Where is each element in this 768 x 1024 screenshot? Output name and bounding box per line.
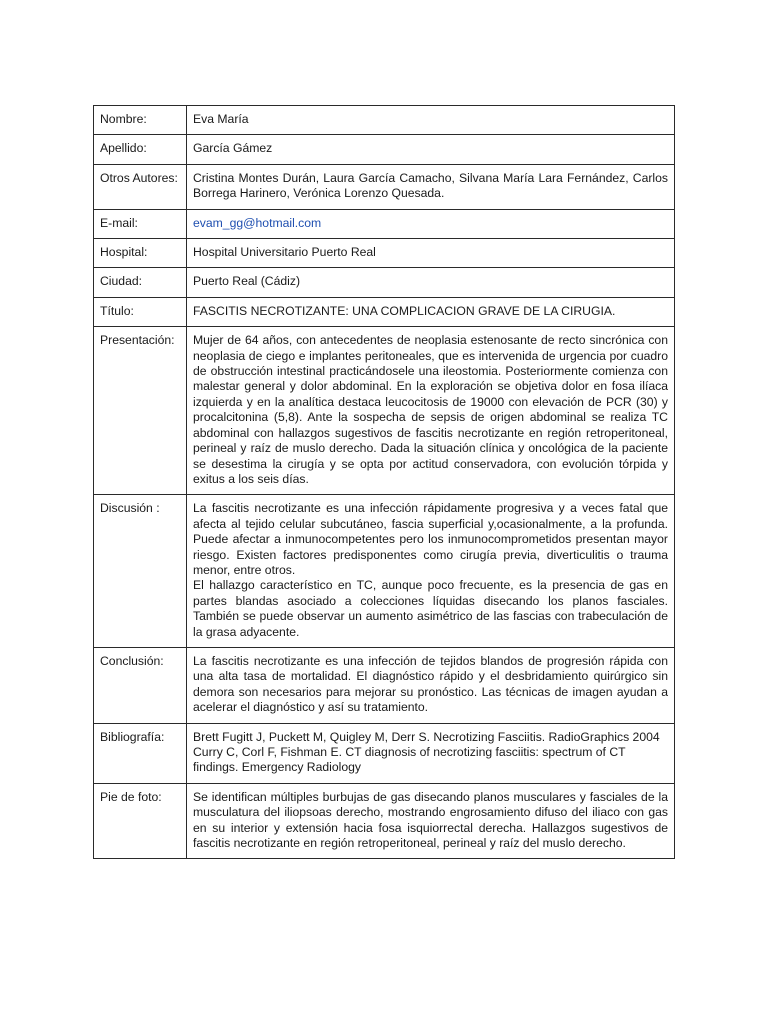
label-ciudad: Ciudad:	[94, 268, 187, 297]
label-nombre: Nombre:	[94, 106, 187, 135]
label-apellido: Apellido:	[94, 135, 187, 164]
value-nombre: Eva María	[187, 106, 675, 135]
row-otros-autores	[94, 164, 675, 209]
value-presentacion: Mujer de 64 años, con antecedentes de neoplasia estenosante de recto sincrónica con neoplasia de ciego e implantes peritoneales, que es intervenida de urgencia por cuadro de obstrucción intestinal practicándosele una ileostomia. Posteriormente comienza con malestar general y dolor abdominal. En la exploración se objetiva dolor en fosa ilíaca izquierda y en la analítica destaca leucocitosis de 19000 con elevación de PCR (30) y procalcitonina (5,8). Ante la sospecha de sepsis de origen abdominal se realiza TC abdominal con hallazgos sugestivos de fascitis necrotizante en región retroperitoneal, perineal y raíz de muslo derecho. Dada la situación clínica y oncológica de la paciente se desestima la cirugía y se opta por actitud conservadora, con evolución tórpida y exitus a los seis días.	[187, 327, 675, 495]
value-ciudad: Puerto Real (Cádiz)	[187, 268, 675, 297]
case-form-table	[93, 105, 675, 859]
label-bibliografia: Bibliografía:	[94, 723, 187, 783]
label-email: E-mail:	[94, 209, 187, 238]
row-presentacion	[94, 327, 675, 495]
label-discusion: Discusión :	[94, 495, 187, 648]
row-email	[94, 209, 675, 238]
row-titulo	[94, 297, 675, 326]
row-ciudad	[94, 268, 675, 297]
row-nombre	[94, 106, 675, 135]
value-hospital: Hospital Universitario Puerto Real	[187, 239, 675, 268]
label-otros-autores: Otros Autores:	[94, 164, 187, 209]
label-presentacion: Presentación:	[94, 327, 187, 495]
value-discusion: La fascitis necrotizante es una infección rápidamente progresiva y a veces fatal que afecta al tejido celular subcutáneo, fascia superficial y,ocasionalmente, a la profunda. Puede afectar a inmunocompetentes pero los inmunocomprometidos presentan mayor riesgo. Existen factores predisponentes como cirugía previa, diverticulitis o trauma menor, entre otros. El hallazgo característico en TC, aunque poco frecuente, es la presencia de gas en partes blandas asociado a colecciones líquidas disecando los planos fasciales. También se puede observar un aumento asimétrico de las fascias con trabeculación de la grasa adyacente.	[187, 495, 675, 648]
row-discusion	[94, 495, 675, 648]
label-conclusion: Conclusión:	[94, 647, 187, 723]
label-titulo: Título:	[94, 297, 187, 326]
value-apellido: García Gámez	[187, 135, 675, 164]
row-hospital	[94, 239, 675, 268]
label-hospital: Hospital:	[94, 239, 187, 268]
row-conclusion	[94, 647, 675, 723]
row-bibliografia	[94, 723, 675, 783]
value-otros-autores: Cristina Montes Durán, Laura García Camacho, Silvana María Lara Fernández, Carlos Borrega Harinero, Verónica Lorenzo Quesada.	[187, 164, 675, 209]
value-email	[187, 209, 675, 238]
row-apellido	[94, 135, 675, 164]
label-pie-de-foto: Pie de foto:	[94, 783, 187, 859]
document-page	[93, 105, 675, 859]
row-pie-de-foto	[94, 783, 675, 859]
value-titulo: FASCITIS NECROTIZANTE: UNA COMPLICACION GRAVE DE LA CIRUGIA.	[187, 297, 675, 326]
email-link[interactable]: evam_gg@hotmail.com	[193, 215, 322, 230]
value-bibliografia: Brett Fugitt J, Puckett M, Quigley M, Derr S. Necrotizing Fasciitis. RadioGraphics 2004 Curry C, Corl F, Fishman E. CT diagnosis of necrotizing fasciitis: spectrum of CT findings. Emergency Radiology	[187, 723, 675, 783]
value-pie-de-foto: Se identifican múltiples burbujas de gas disecando planos musculares y fasciales de la musculatura del iliopsoas derecho, mostrando engrosamiento difuso del iliaco con gas en su interior y extensión hacia fosa isquiorrectal derecha. Hallazgos sugestivos de fascitis necrotizante en región retroperitoneal, perineal y raíz del muslo derecho.	[187, 783, 675, 859]
value-conclusion: La fascitis necrotizante es una infección de tejidos blandos de progresión rápida con una alta tasa de mortalidad. El diagnóstico rápido y el desbridamiento quirúrgico sin demora son necesarios para mejorar su pronóstico. Las técnicas de imagen ayudan a acelerar el diagnóstico y así su tratamiento.	[187, 647, 675, 723]
